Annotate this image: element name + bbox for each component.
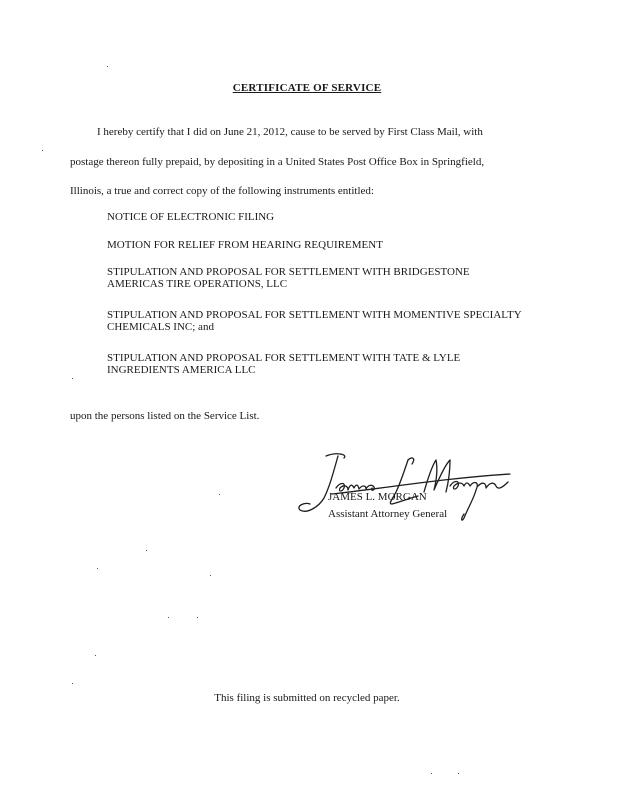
scan-speck: [146, 550, 147, 551]
signer-name: JAMES L. MORGAN: [328, 491, 427, 503]
instrument-notice-of-electronic-filing: NOTICE OF ELECTRONIC FILING: [107, 211, 275, 223]
body-line-1: I hereby certify that I did on June 21, 2012, cause to be served by First Class Mail, with: [97, 126, 483, 138]
signer-title: Assistant Attorney General: [328, 508, 448, 520]
recycled-paper-note: This filing is submitted on recycled paper.: [214, 692, 400, 704]
scan-speck: [107, 66, 108, 67]
scan-speck: [168, 617, 169, 618]
document-title: CERTIFICATE OF SERVICE: [232, 82, 382, 94]
scan-speck: [210, 575, 211, 576]
instrument-stipulation-bridgestone: STIPULATION AND PROPOSAL FOR SETTLEMENT WITH BRIDGESTONE AMERICAS TIRE OPERATIONS, LLC: [107, 266, 470, 290]
scan-speck: [219, 494, 220, 495]
scan-speck: [72, 683, 73, 684]
scan-speck: [95, 655, 96, 656]
closing-line: upon the persons listed on the Service List.: [70, 410, 260, 422]
scan-speck: [197, 617, 198, 618]
instrument-stipulation-momentive: STIPULATION AND PROPOSAL FOR SETTLEMENT WITH MOMENTIVE SPECIALTY CHEMICALS INC; and: [107, 309, 522, 333]
scan-speck: [458, 773, 459, 774]
scan-speck: [97, 568, 98, 569]
scan-speck: [72, 378, 73, 379]
body-line-2: postage thereon fully prepaid, by depositing in a United States Post Office Box in Springfield,: [70, 156, 485, 168]
instrument-motion-for-relief: MOTION FOR RELIEF FROM HEARING REQUIREMENT: [107, 239, 383, 251]
scan-speck: [42, 150, 43, 151]
body-line-3: Illinois, a true and correct copy of the following instruments entitled:: [70, 185, 374, 197]
instrument-stipulation-tate-lyle: STIPULATION AND PROPOSAL FOR SETTLEMENT WITH TATE & LYLE INGREDIENTS AMERICA LLC: [107, 352, 461, 376]
scan-speck: [431, 773, 432, 774]
